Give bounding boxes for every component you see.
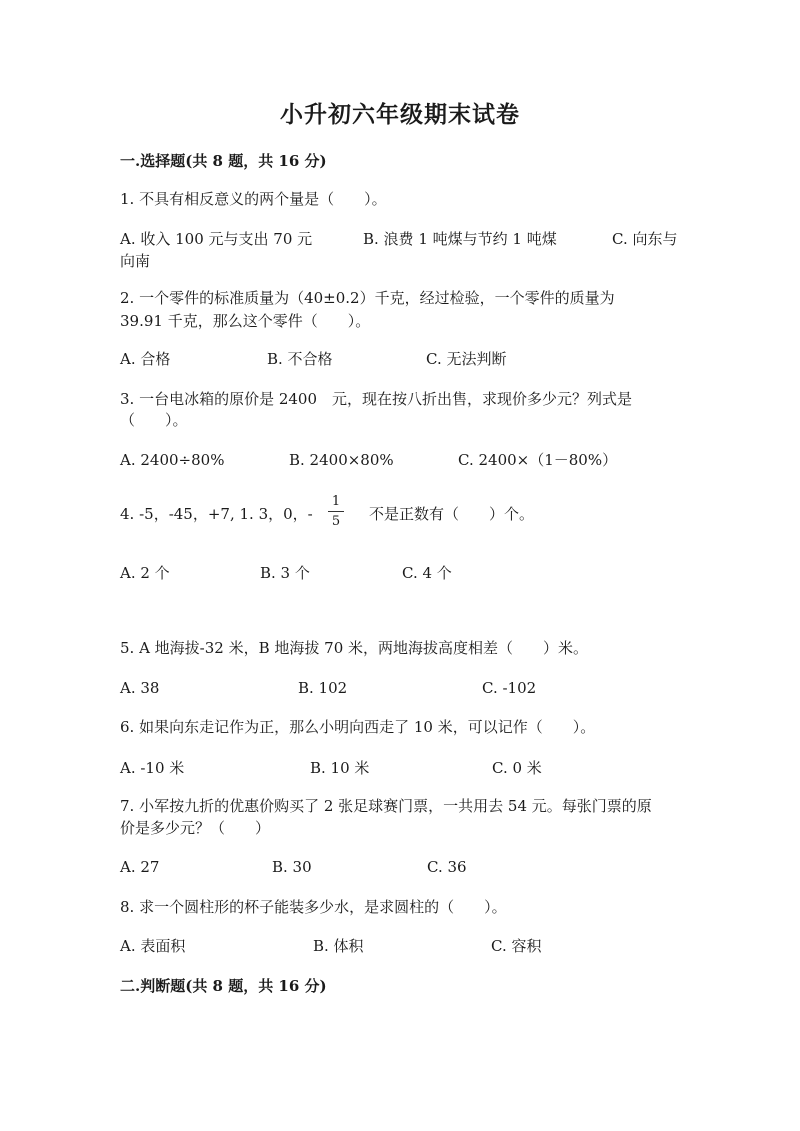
question-5-option-c: C. -102 [482, 679, 537, 697]
question-2-option-c: C. 无法判断 [426, 350, 507, 368]
question-1: 1. 不具有相反意义的两个量是（ ）。 [120, 190, 387, 208]
question-8-option-c: C. 容积 [491, 937, 542, 955]
fraction-numerator: 1 [331, 494, 341, 509]
question-6-option-c: C. 0 米 [492, 759, 542, 777]
question-2-option-b: B. 不合格 [267, 350, 333, 368]
question-5-option-b: B. 102 [298, 679, 348, 697]
question-6: 6. 如果向东走记作为正，那么小明向西走了 10 米，可以记作（ ）。 [120, 718, 596, 736]
question-4-tail: 不是正数有（ ）个。 [369, 505, 535, 523]
question-2: 2. 一个零件的标准质量为（40±0.2）千克，经过检验，一个零件的质量为 [120, 289, 615, 307]
question-4: 4. -5，-45，+7, 1. 3，0，- [120, 505, 313, 523]
section-heading-judgment: 二.判断题(共 8 题，共 16 分) [120, 977, 327, 995]
question-8: 8. 求一个圆柱形的杯子能装多少水，是求圆柱的（ ）。 [120, 898, 507, 916]
question-5-option-a: A. 38 [120, 679, 160, 697]
question-4-option-c: C. 4 个 [402, 564, 452, 582]
question-1-option-b: B. 浪费 1 吨煤与节约 1 吨煤 [363, 230, 557, 248]
question-7-option-c: C. 36 [427, 858, 467, 876]
question-8-option-a: A. 表面积 [120, 937, 186, 955]
question-6-option-a: A. -10 米 [120, 759, 185, 777]
question-4-option-b: B. 3 个 [260, 564, 310, 582]
question-7-option-a: A. 27 [120, 858, 160, 876]
page-title: 小升初六年级期末试卷 [280, 101, 520, 128]
question-2-line-2: 39.91 千克，那么这个零件（ ）。 [120, 312, 371, 330]
question-4-option-a: A. 2 个 [120, 564, 170, 582]
question-7: 7. 小军按九折的优惠价购买了 2 张足球赛门票，一共用去 54 元。每张门票的原 [120, 797, 652, 815]
fraction-bar [328, 511, 344, 512]
fraction-denominator: 5 [331, 514, 341, 529]
question-2-option-a: A. 合格 [120, 350, 171, 368]
question-5: 5. A 地海拔-32 米，B 地海拔 70 米，两地海拔高度相差（ ）米。 [120, 639, 589, 657]
question-7-line-2: 价是多少元？（ ） [120, 819, 271, 837]
question-3-option-b: B. 2400×80% [289, 451, 394, 469]
question-1-option-a: A. 收入 100 元与支出 70 元 [120, 230, 313, 248]
question-3-line-2: （ ）。 [120, 411, 188, 429]
question-6-option-b: B. 10 米 [310, 759, 370, 777]
question-3: 3. 一台电冰箱的原价是 2400 元，现在按八折出售，求现价多少元？列式是 [120, 390, 633, 408]
question-3-option-a: A. 2400÷80% [120, 451, 225, 469]
question-1-option-c: C. 向东与 [612, 230, 678, 248]
question-8-option-b: B. 体积 [313, 937, 364, 955]
question-3-option-c: C. 2400×（1－80%） [458, 451, 618, 469]
fraction-one-fifth [328, 494, 344, 530]
section-heading-choice: 一.选择题(共 8 题，共 16 分) [120, 152, 327, 170]
question-1-option-c-continued: 向南 [120, 252, 151, 270]
question-7-option-b: B. 30 [272, 858, 312, 876]
